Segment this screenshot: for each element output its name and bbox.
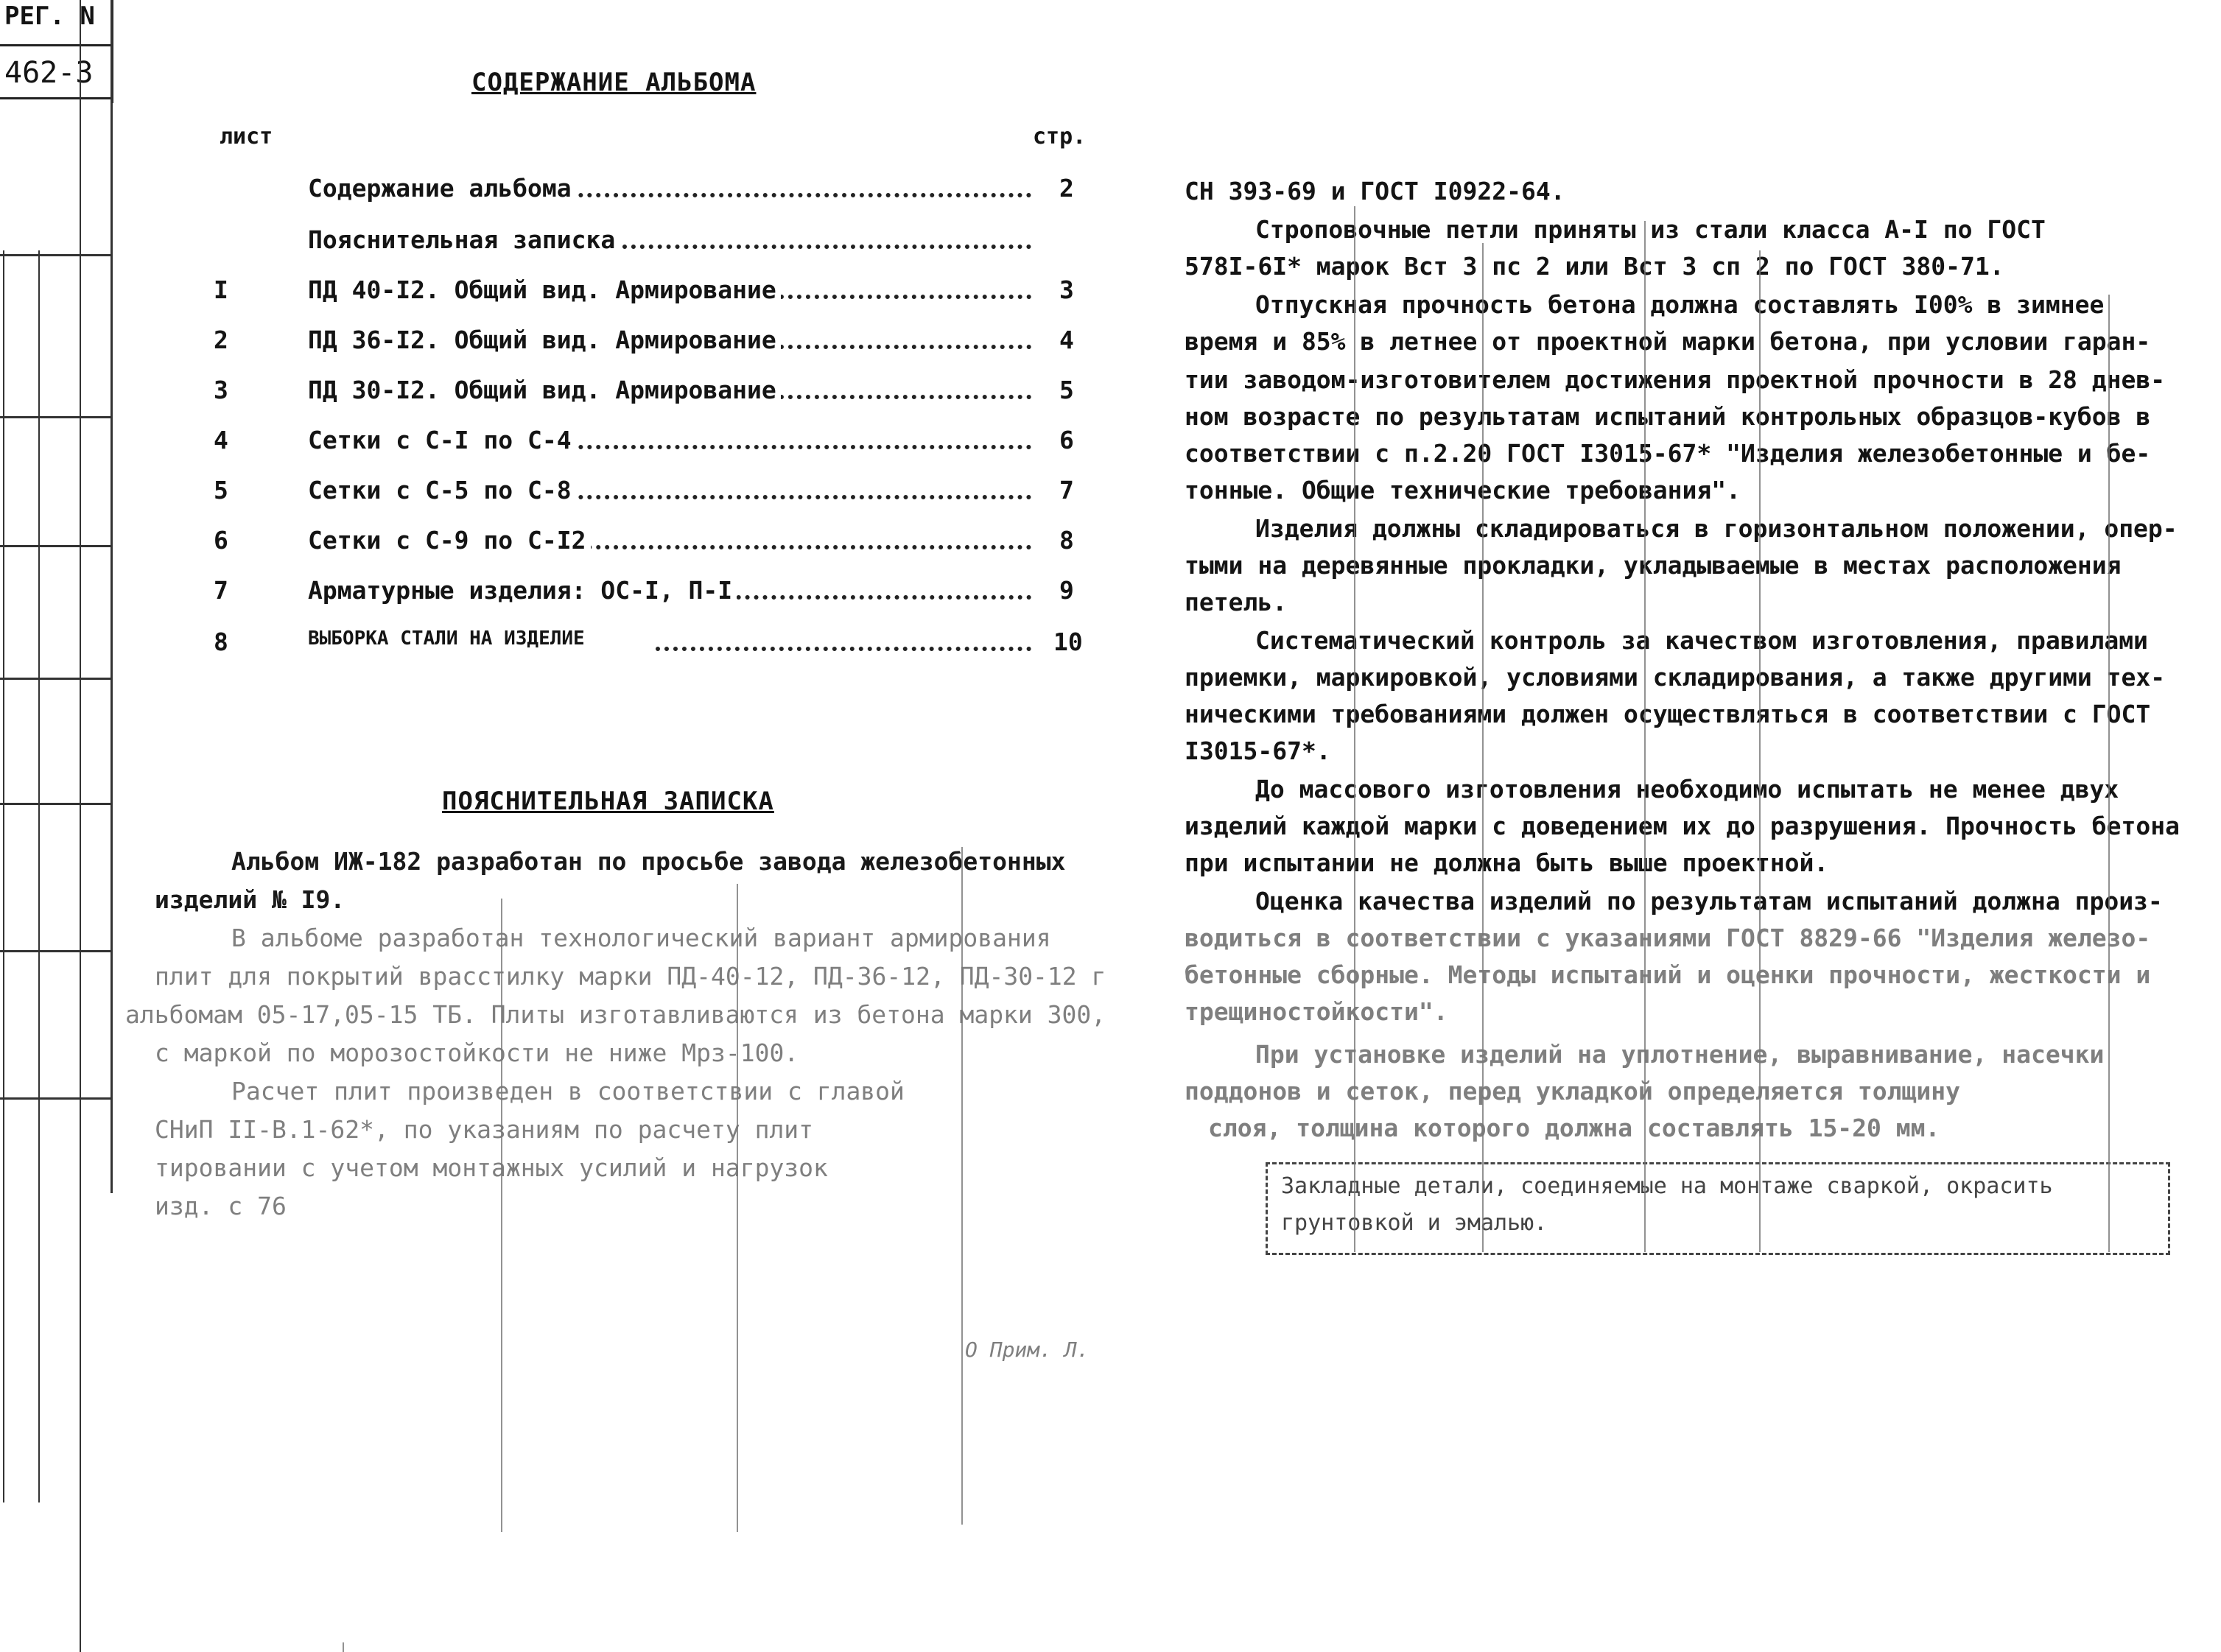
note-left-line: Альбом ИЖ-182 разработан по просьбе завода железобетонных [231,847,1066,876]
toc-row-number: 4 [214,426,228,454]
toc-sheet-header: лист [220,124,273,150]
frame-line [0,254,110,256]
toc-row [214,376,1098,408]
toc-row-label: Сетки с С-9 по С-I2 [308,526,591,555]
scan-artifact-line [1354,206,1355,1252]
leader-dots [744,395,1031,399]
note-right-line: До массового изготовления необходимо испытать не менее двух [1255,775,2119,804]
frame-line [0,950,110,952]
note-right-line: петель. [1185,588,1288,616]
toc-row-page: 6 [1059,426,1074,454]
registration-number: 462-3 [4,56,94,90]
note-right-line: приемки, маркировкой, условиями складирования, а также другими тех- [1185,663,2166,692]
leader-dots [692,595,1031,600]
note-box-line: Закладные детали, соединяемые на монтаже сваркой, окрасить [1281,1173,2053,1199]
note-title: ПОЯСНИТЕЛЬНАЯ ЗАПИСКА [442,787,774,816]
note-right-line: соответствии с п.2.20 ГОСТ I3015-67* "Изделия железобетонные и бе- [1185,439,2151,468]
frame-line [0,545,110,547]
note-right-line: Отпускная прочность бетона должна составлять I00% в зимнее [1255,290,2105,319]
frame-line [80,0,81,1652]
note-right-line: тии заводом-изготовителем достижения проектной прочности в 28 днев- [1185,365,2166,394]
note-right-line: 578I-6I* марок Вст 3 пс 2 или Вст 3 сп 2 по ГОСТ 380-71. [1185,252,2004,281]
note-right-line: Изделия должны складироваться в горизонтальном положении, опер- [1255,514,2178,543]
toc-row-page: 7 [1059,476,1074,505]
leader-dots [508,445,1031,449]
toc-row [214,476,1098,508]
toc-row-page: 3 [1059,275,1074,304]
note-left-line: изд. с 76 [155,1192,287,1220]
toc-row-label: Содержание альбома [308,174,576,203]
toc-row-number: I [214,275,228,304]
frame-line [0,1097,110,1100]
toc-row [214,628,1098,660]
note-right-line: Строповочные петли приняты из стали класса А-I по ГОСТ [1255,215,2046,244]
note-right-line: тыми на деревянные прокладки, укладываемые в местах расположения [1185,551,2122,580]
toc-row-label: Сетки с С-I по С-4 [308,426,576,454]
registration-divider-bottom [0,97,110,99]
toc-row-label: ПД 36-I2. Общий вид. Армирование [308,326,781,354]
toc-row-page: 5 [1059,376,1074,404]
scan-artifact-line [1644,221,1646,1252]
note-right-line: слоя, толщина которого должна составлять 15-20 мм. [1208,1114,1940,1142]
toc-title: СОДЕРЖАНИЕ АЛЬБОМА [471,68,757,97]
scan-artifact-line [343,1642,344,1652]
toc-row [214,326,1098,358]
toc-row-page: 10 [1053,628,1083,656]
note-right-line: ническими требованиями должен осуществляться в соответствии с ГОСТ [1185,700,2151,728]
toc-row [214,174,1098,206]
note-right-line: При установке изделий на уплотнение, выравнивание, насечки [1255,1040,2105,1069]
leader-dots [656,647,1031,651]
toc-row-label: ПД 30-I2. Общий вид. Армирование [308,376,781,404]
frame-line [0,803,110,805]
toc-page-header: стр. [1033,124,1087,150]
scan-artifact-line [1482,243,1484,1252]
note-left-line: Расчет плит произведен в соответствии с главой [231,1077,905,1106]
scan-artifact-line [961,847,963,1525]
note-right-line: СН 393-69 и ГОСТ I0922-64. [1185,177,1565,205]
registration-label: РЕГ. N [4,1,95,31]
toc-row-number: 3 [214,376,228,404]
note-right-line: Оценка качества изделий по результатам испытаний должна произ- [1255,887,2163,915]
frame-line [0,416,110,418]
registration-divider [0,44,110,46]
toc-row-number: 7 [214,576,228,605]
note-left-line: тировании с учетом монтажных усилий и нагрузок [155,1153,828,1182]
note-right-line: Систематический контроль за качеством изготовления, правилами [1255,626,2148,655]
registration-box [0,0,113,103]
toc-row-page: 9 [1059,576,1074,605]
note-left-line: СНиП II-В.1-62*, по указаниям по расчету плит [155,1115,814,1144]
note-right-line: время и 85% в летнее от проектной марки бетона, при условии гаран- [1185,327,2151,356]
leader-dots [508,193,1031,197]
note-left-line: альбомам 05-17,05-15 ТБ. Плиты изготавливаются из бетона марки 300, [125,1000,1106,1029]
note-right-line: I3015-67*. [1185,737,1331,765]
leader-dots [744,345,1031,349]
toc-row-page: 4 [1059,326,1074,354]
toc-row-number: 5 [214,476,228,505]
scan-artifact-line [1759,250,1761,1252]
toc-row-page: 8 [1059,526,1074,555]
scan-artifact-line [501,899,502,1532]
note-right-line: бетонные сборные. Методы испытаний и оценки прочности, жесткости и [1185,960,2151,989]
toc-row [214,275,1098,308]
note-right-line: при испытании не должна быть выше проектной. [1185,848,1829,877]
frame-line [110,0,113,1193]
toc-row-number: 8 [214,628,228,656]
leader-dots [508,495,1031,499]
frame-line [38,250,40,1502]
frame-line [3,250,4,1502]
note-box-line: грунтовкой и эмалью. [1281,1210,1548,1236]
toc-row [214,426,1098,458]
note-left-line: В альбоме разработан технологический вариант армирования [231,924,1051,952]
toc-row [214,526,1098,558]
note-left-line: плит для покрытий врасстилку марки ПД-40-12, ПД-36-12, ПД-30-12 г [155,962,1106,991]
toc-row-number: 6 [214,526,228,555]
scrawl-note: О Прим. Л. [965,1338,1090,1362]
frame-line [0,678,110,680]
toc-row-page: 2 [1059,174,1074,203]
scan-artifact-line [2108,295,2110,1252]
toc-row-number: 2 [214,326,228,354]
note-left-line: изделий № I9. [155,885,345,914]
note-right-line: ном возрасте по результатам испытаний контрольных образцов-кубов в [1185,402,2151,431]
note-box [1266,1162,2170,1255]
note-left-line: с маркой по морозостойкости не ниже Мрз-100. [155,1038,799,1067]
toc-row-label: Арматурные изделия: ОС-I, П-I [308,576,737,605]
toc-row-label: ПД 40-I2. Общий вид. Армирование [308,275,781,304]
scan-artifact-line [737,884,738,1532]
toc-row-label: ВЫБОРКА СТАЛИ НА ИЗДЕЛИЕ [308,628,589,650]
toc-row [214,576,1098,608]
note-right-line: водиться в соответствии с указаниями ГОСТ 8829-66 "Изделия железо- [1185,924,2151,952]
toc-row-label: Сетки с С-5 по С-8 [308,476,576,505]
toc-row-label: Пояснительная записка [308,225,620,254]
note-right-line: тонные. Общие технические требования". [1185,476,1741,505]
note-right-line: изделий каждой марки с доведением их до разрушения. Прочность бетона [1185,812,2180,840]
toc-row [214,225,1098,258]
leader-dots [744,295,1031,299]
note-right-line: поддонов и сеток, перед укладкой определяется толщину [1185,1077,1960,1106]
note-right-line: трещиностойкости". [1185,997,1448,1026]
